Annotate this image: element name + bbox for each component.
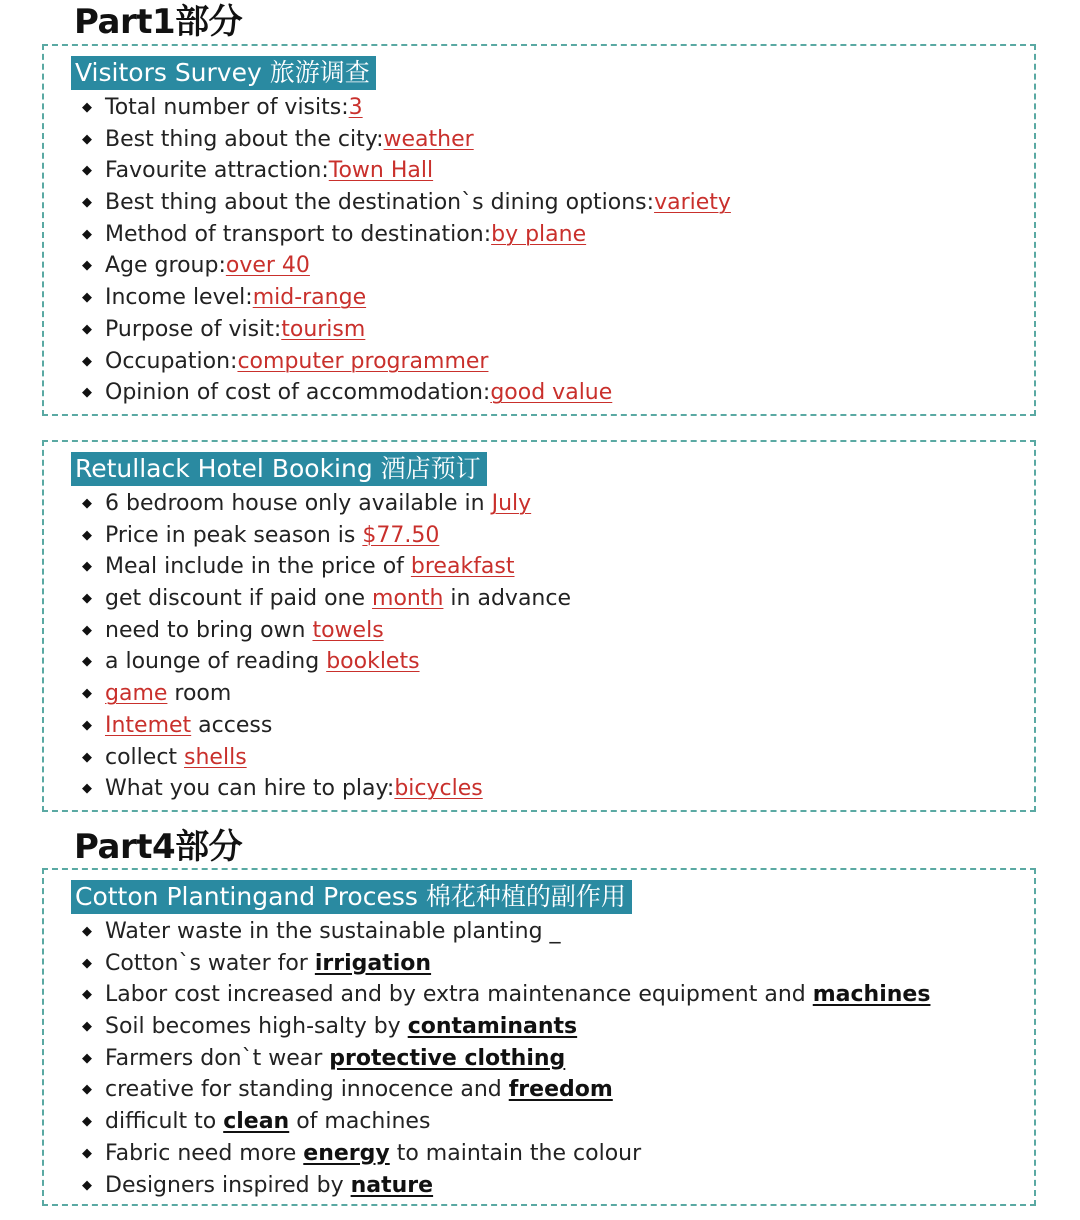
item-after-text: room <box>167 681 232 707</box>
item-text: Best thing about the destination`s dining options: <box>105 190 655 216</box>
list-item <box>82 710 571 742</box>
item-answer: month <box>372 586 444 612</box>
item-text: 6 bedroom house only available in <box>105 491 492 516</box>
bullet-icon: ◆ <box>82 924 92 939</box>
item-text: creative for standing innocence and <box>105 1077 509 1103</box>
list-item <box>82 1106 930 1138</box>
bullet-icon: ◆ <box>82 654 92 670</box>
bullet-icon: ◆ <box>82 987 92 1003</box>
bullet-icon: ◆ <box>82 955 92 971</box>
item-answer: breakfast <box>410 554 515 580</box>
bullet-icon: ◆ <box>82 749 92 765</box>
item-answer: weather <box>383 126 474 152</box>
hotel-booking-box <box>42 440 1036 812</box>
visitors-survey-box <box>42 44 1036 416</box>
bullet-icon: ◆ <box>82 527 92 543</box>
bullet-icon: ◆ <box>82 717 92 733</box>
list-item <box>82 615 571 647</box>
bullet-icon: ◆ <box>82 1177 92 1193</box>
list-item <box>82 773 571 805</box>
bullet-icon: ◆ <box>82 131 92 147</box>
item-answer: towels <box>312 617 384 643</box>
item-after-text: of machines <box>289 1109 431 1135</box>
item-text: Water waste in the sustainable planting _ <box>105 919 561 944</box>
item-text: Opinion of cost of accommodation: <box>105 380 491 406</box>
visitors-survey-title: Visitors Survey 旅游调查 <box>71 56 376 90</box>
list-item <box>82 219 731 251</box>
list-item <box>82 92 731 124</box>
item-answer: energy <box>303 1140 390 1166</box>
part1-heading: Part1部分 <box>74 2 243 42</box>
item-answer: freedom <box>508 1077 613 1103</box>
item-answer: nature <box>350 1172 434 1198</box>
item-text: Labor cost increased and by extra maintenance equipment and <box>105 982 813 1008</box>
item-answer: shells <box>184 744 247 770</box>
item-text: Occupation: <box>105 348 238 374</box>
list-item <box>82 250 731 282</box>
list-item <box>82 124 731 156</box>
item-answer: protective clothing <box>329 1045 566 1071</box>
bullet-icon: ◆ <box>82 385 92 401</box>
item-text: Method of transport to destination: <box>105 221 492 247</box>
list-item <box>82 916 930 948</box>
list-item <box>82 1043 930 1075</box>
item-text: Income level: <box>105 285 253 311</box>
bullet-icon: ◆ <box>82 100 92 115</box>
bullet-icon: ◆ <box>82 1145 92 1161</box>
item-answer: booklets <box>326 649 420 675</box>
item-answer: July <box>491 491 532 516</box>
item-text: collect <box>105 744 185 770</box>
list-item <box>82 155 731 187</box>
bullet-icon: ◆ <box>82 591 92 607</box>
item-text: Fabric need more <box>105 1140 304 1166</box>
list-item <box>82 742 571 774</box>
list-item <box>82 282 731 314</box>
bullet-icon: ◆ <box>82 226 92 242</box>
visitors-survey-list <box>82 92 731 409</box>
item-after-text: in advance <box>443 586 572 612</box>
bullet-icon: ◆ <box>82 258 92 274</box>
item-answer: variety <box>654 190 731 216</box>
item-text: Age group: <box>105 253 226 279</box>
item-answer: computer programmer <box>237 348 489 374</box>
item-after-text: to maintain the colour <box>389 1140 642 1166</box>
bullet-icon: ◆ <box>82 1050 92 1066</box>
bullet-icon: ◆ <box>82 1114 92 1130</box>
item-answer: mid-range <box>252 285 367 311</box>
item-text: Farmers don`t wear <box>105 1045 330 1071</box>
item-text: What you can hire to play: <box>105 776 395 802</box>
list-item <box>82 678 571 710</box>
item-answer: machines <box>812 982 931 1008</box>
item-after-text: access <box>191 712 273 738</box>
item-answer: game <box>105 681 168 707</box>
list-item <box>82 187 731 219</box>
bullet-icon: ◆ <box>82 559 92 575</box>
list-item <box>82 583 571 615</box>
list-item <box>82 1011 930 1043</box>
bullet-icon: ◆ <box>82 1019 92 1035</box>
list-item <box>82 551 571 583</box>
item-text: Meal include in the price of <box>105 554 411 580</box>
item-answer: tourism <box>281 316 366 342</box>
list-item <box>82 488 571 520</box>
item-answer: over 40 <box>225 253 310 279</box>
item-answer: Intemet <box>105 712 192 738</box>
bullet-icon: ◆ <box>82 163 92 179</box>
bullet-icon: ◆ <box>82 321 92 337</box>
cotton-planting-list <box>82 916 930 1201</box>
item-answer: clean <box>223 1109 290 1135</box>
bullet-icon: ◆ <box>82 686 92 702</box>
item-text: Total number of visits: <box>105 95 349 120</box>
item-answer: by plane <box>491 221 587 247</box>
item-text: get discount if paid one <box>105 586 373 612</box>
item-text: Designers inspired by <box>105 1172 351 1198</box>
item-answer: good value <box>490 380 613 406</box>
item-answer: 3 <box>348 95 363 120</box>
item-text: a lounge of reading <box>105 649 327 675</box>
item-text: need to bring own <box>105 617 313 643</box>
list-item <box>82 520 571 552</box>
item-text: Favourite attraction: <box>105 158 329 184</box>
item-text: Cotton`s water for <box>105 950 315 976</box>
bullet-icon: ◆ <box>82 781 92 797</box>
item-answer: $77.50 <box>362 522 440 548</box>
bullet-icon: ◆ <box>82 1082 92 1098</box>
list-item <box>82 1170 930 1202</box>
item-text: Purpose of visit: <box>105 316 282 342</box>
list-item <box>82 948 930 980</box>
list-item <box>82 314 731 346</box>
item-answer: bicycles <box>394 776 483 802</box>
list-item <box>82 346 731 378</box>
part4-heading: Part4部分 <box>74 827 243 867</box>
item-answer: Town Hall <box>328 158 434 184</box>
list-item <box>82 377 731 409</box>
hotel-booking-list <box>82 488 571 805</box>
item-text: Soil becomes high-salty by <box>105 1014 408 1040</box>
hotel-booking-title: Retullack Hotel Booking 酒店预订 <box>71 452 487 486</box>
item-answer: contaminants <box>407 1014 578 1040</box>
item-text: difficult to <box>105 1109 224 1135</box>
bullet-icon: ◆ <box>82 290 92 306</box>
list-item <box>82 1074 930 1106</box>
bullet-icon: ◆ <box>82 622 92 638</box>
list-item <box>82 1138 930 1170</box>
item-text: Price in peak season is <box>105 522 363 548</box>
cotton-planting-box <box>42 868 1036 1206</box>
bullet-icon: ◆ <box>82 496 92 511</box>
bullet-icon: ◆ <box>82 353 92 369</box>
bullet-icon: ◆ <box>82 195 92 211</box>
list-item <box>82 646 571 678</box>
list-item <box>82 979 930 1011</box>
item-answer: irrigation <box>314 950 432 976</box>
cotton-planting-title: Cotton Plantingand Process 棉花种植的副作用 <box>71 880 632 914</box>
item-text: Best thing about the city: <box>105 126 384 152</box>
